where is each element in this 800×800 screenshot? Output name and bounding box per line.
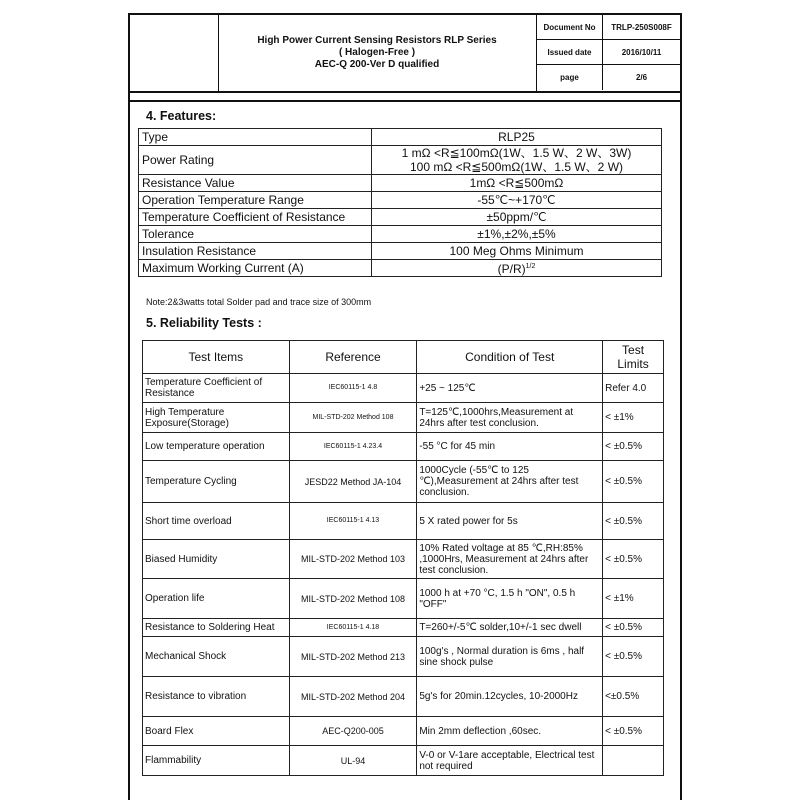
col-condition: Condition of Test — [417, 341, 603, 374]
table-row — [143, 746, 664, 776]
table-row — [139, 175, 662, 192]
feature-key: Insulation Resistance — [139, 243, 372, 260]
feature-value — [372, 146, 662, 175]
test-condition: -55 °C for 45 min — [417, 433, 603, 461]
frame-line — [680, 93, 682, 800]
document-title — [218, 15, 537, 91]
features-table — [138, 128, 662, 277]
test-item: Resistance to Soldering Heat — [143, 619, 290, 637]
table-row — [143, 461, 664, 503]
table-row — [143, 677, 664, 717]
issued-label: Issued date — [537, 40, 603, 64]
reliability-table — [142, 340, 664, 776]
test-condition: 5 X rated power for 5s — [417, 503, 603, 540]
test-reference: IEC60115-1 4.23.4 — [289, 433, 417, 461]
test-reference: MIL-STD-202 Method 204 — [289, 677, 417, 717]
test-condition: 1000 h at +70 °C, 1.5 h "ON", 0.5 h "OFF" — [417, 579, 603, 619]
table-row — [139, 209, 662, 226]
test-condition: 5g's for 20min.12cycles, 10-2000Hz — [417, 677, 603, 717]
test-condition: +25 ~ 125℃ — [417, 374, 603, 403]
test-item: Low temperature operation — [143, 433, 290, 461]
test-condition: 100g's , Normal duration is 6ms , half sine shock pulse — [417, 637, 603, 677]
test-condition: V-0 or V-1are acceptable, Electrical test not required — [417, 746, 603, 776]
power-rating-line-2: 100 mΩ <R≦500mΩ(1W、1.5 W、2 W) — [409, 160, 624, 174]
features-note: Note:2&3watts total Solder pad and trace size of 300mm — [146, 297, 372, 307]
col-test-items: Test Items — [143, 341, 290, 374]
feature-value: 100 Meg Ohms Minimum — [372, 243, 662, 260]
table-row — [143, 403, 664, 433]
feature-value: -55℃~+170℃ — [372, 192, 662, 209]
test-reference: UL-94 — [289, 746, 417, 776]
test-condition: T=125℃,1000hrs,Measurement at 24hrs after test conclusion. — [417, 403, 603, 433]
test-limit: <±0.5% — [603, 677, 664, 717]
feature-key: Temperature Coefficient of Resistance — [139, 209, 372, 226]
table-row — [139, 129, 662, 146]
doc-no-label: Document No — [537, 15, 603, 39]
feature-value — [372, 260, 662, 277]
feature-value: ±1%,±2%,±5% — [372, 226, 662, 243]
document-header — [128, 13, 682, 93]
test-reference: MIL-STD-202 Method 103 — [289, 540, 417, 579]
test-item: High Temperature Exposure(Storage) — [143, 403, 290, 433]
frame-line — [128, 93, 130, 800]
table-row — [143, 433, 664, 461]
test-item: Board Flex — [143, 717, 290, 746]
test-condition: 10% Rated voltage at 85 ℃,RH:85% ,1000Hrs, Measurement at 24hrs after test conclusion. — [417, 540, 603, 579]
frame-line — [128, 100, 682, 102]
feature-key: Maximum Working Current (A) — [139, 260, 372, 277]
title-line-2: ( Halogen-Free ) — [338, 47, 416, 58]
features-heading: 4. Features: — [146, 109, 217, 123]
table-header-row — [143, 341, 664, 374]
document-meta — [537, 15, 680, 91]
issued-value: 2016/10/11 — [621, 47, 662, 57]
table-row — [139, 226, 662, 243]
test-limit: < ±0.5% — [603, 540, 664, 579]
test-limit: < ±0.5% — [603, 637, 664, 677]
test-reference: IEC60115-1 4.8 — [289, 374, 417, 403]
reliability-heading: 5. Reliability Tests : — [146, 316, 262, 330]
test-reference: MIL-STD-202 Method 213 — [289, 637, 417, 677]
title-line-1: High Power Current Sensing Resistors RLP Series — [257, 35, 497, 46]
page-label: page — [537, 65, 603, 90]
col-reference: Reference — [289, 341, 417, 374]
table-row — [143, 717, 664, 746]
doc-no-value: TRLP-250S008F — [611, 22, 672, 32]
test-reference: MIL-STD-202 Method 108 — [289, 403, 417, 433]
feature-key: Tolerance — [139, 226, 372, 243]
test-item: Resistance to vibration — [143, 677, 290, 717]
test-item: Temperature Coefficient of Resistance — [143, 374, 290, 403]
test-limit: < ±0.5% — [603, 461, 664, 503]
test-item: Operation life — [143, 579, 290, 619]
test-limit: < ±0.5% — [603, 503, 664, 540]
exponent: 1/2 — [525, 263, 536, 270]
test-limit: < ±0.5% — [603, 717, 664, 746]
test-item: Biased Humidity — [143, 540, 290, 579]
col-limits: Test Limits — [603, 341, 664, 374]
test-condition: 1000Cycle (-55℃ to 125 ℃),Measurement at 24hrs after test conclusion. — [417, 461, 603, 503]
test-condition: T=260+/-5℃ solder,10+/-1 sec dwell — [417, 619, 603, 637]
test-limit: < ±1% — [603, 579, 664, 619]
test-limit: < ±0.5% — [603, 619, 664, 637]
test-item: Flammability — [143, 746, 290, 776]
table-row — [143, 374, 664, 403]
test-reference: AEC-Q200-005 — [289, 717, 417, 746]
table-row — [139, 146, 662, 175]
feature-key: Power Rating — [139, 146, 372, 175]
feature-value: ±50ppm/℃ — [372, 209, 662, 226]
table-row — [143, 619, 664, 637]
test-item: Short time overload — [143, 503, 290, 540]
table-row — [143, 540, 664, 579]
test-reference: JESD22 Method JA-104 — [289, 461, 417, 503]
max-current-formula: (P/R) — [497, 262, 526, 276]
test-limit: < ±1% — [603, 403, 664, 433]
test-condition: Min 2mm deflection ,60sec. — [417, 717, 603, 746]
test-limit — [603, 746, 664, 776]
table-row — [139, 192, 662, 209]
table-row — [143, 503, 664, 540]
title-line-3: AEC-Q 200-Ver D qualified — [314, 59, 440, 70]
test-item: Mechanical Shock — [143, 637, 290, 677]
logo-cell — [130, 15, 219, 91]
feature-value: RLP25 — [372, 129, 662, 146]
test-reference: IEC60115-1 4.13 — [289, 503, 417, 540]
test-limit: Refer 4.0 — [603, 374, 664, 403]
test-reference: MIL-STD-202 Method 108 — [289, 579, 417, 619]
test-item: Temperature Cycling — [143, 461, 290, 503]
test-reference: IEC60115-1 4.18 — [289, 619, 417, 637]
feature-value: 1mΩ <R≦500mΩ — [372, 175, 662, 192]
table-row — [139, 260, 662, 277]
test-limit: < ±0.5% — [603, 433, 664, 461]
table-row — [139, 243, 662, 260]
table-row — [143, 579, 664, 619]
table-row — [143, 637, 664, 677]
page-value: 2/6 — [635, 73, 648, 82]
feature-key: Type — [139, 129, 372, 146]
power-rating-line-1: 1 mΩ <R≦100mΩ(1W、1.5 W、2 W、3W) — [401, 146, 632, 160]
feature-key: Resistance Value — [139, 175, 372, 192]
feature-key: Operation Temperature Range — [139, 192, 372, 209]
